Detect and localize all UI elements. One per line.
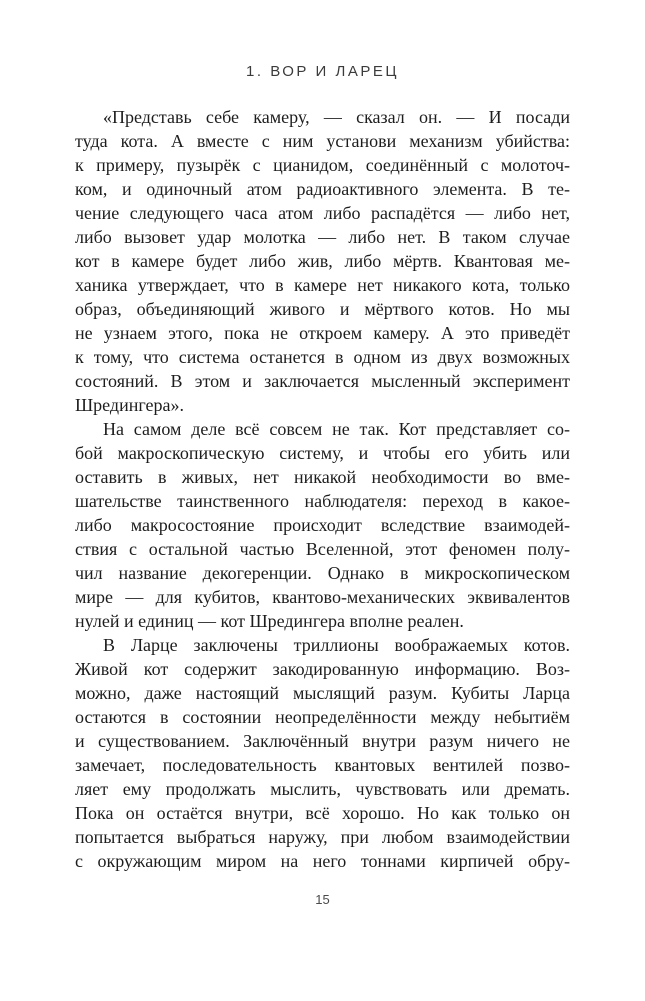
text-line: образ, объединяющий живого и мёртвого котов. Но мы <box>75 299 570 319</box>
text-line: к примеру, пузырёк с цианидом, соединённый с молоточ- <box>75 155 570 175</box>
paragraph <box>75 105 570 417</box>
text-line: ствия с остальной частью Вселенной, этот феномен полу- <box>75 539 570 559</box>
text-line: и существованием. Заключённый внутри разум ничего не <box>75 731 570 751</box>
text-line: с окружающим миром на него тоннами кирпичей обру- <box>75 851 570 871</box>
text-line: шательстве таинственного наблюдателя: переход в какое- <box>75 491 570 511</box>
text-line: чение следующего часа атом либо распадётся — либо нет, <box>75 203 570 223</box>
text-line: туда кота. А вместе с ним установи механизм убийства: <box>75 131 570 151</box>
text-line: состояний. В этом и заключается мысленный эксперимент <box>75 371 570 391</box>
text-line: Пока он остаётся внутри, всё хорошо. Но как только он <box>75 803 570 823</box>
text-line: к тому, что система останется в одном из двух возможных <box>75 347 570 367</box>
text-line: либо макросостояние происходит вследствие взаимодей- <box>75 515 570 535</box>
text-line: бой макроскопическую систему, и чтобы его убить или <box>75 443 570 463</box>
chapter-header: 1. ВОР И ЛАРЕЦ <box>246 63 399 80</box>
text-line: ляет ему продолжать мыслить, чувствовать или дремать. <box>75 779 570 799</box>
text-line: «Представь себе камеру, — сказал он. — И посади <box>103 107 570 127</box>
text-line: мире — для кубитов, квантово-механических эквивалентов <box>75 587 570 607</box>
page-number: 15 <box>315 892 330 907</box>
paragraph <box>75 417 570 633</box>
paragraph <box>75 633 570 873</box>
text-line: остаются в состоянии неопределённости между небытиём <box>75 707 570 727</box>
text-line: попытается выбраться наружу, при любом взаимодействии <box>75 827 570 847</box>
text-line: замечает, последовательность квантовых вентилей позво- <box>75 755 570 775</box>
text-line: Живой кот содержит закодированную информацию. Воз- <box>75 659 570 679</box>
page-body <box>75 105 570 873</box>
text-line: можно, даже настоящий мыслящий разум. Кубиты Ларца <box>75 683 570 703</box>
text-line: оставить в живых, нет никакой необходимости во вме- <box>75 467 570 487</box>
text-line: На самом деле всё совсем не так. Кот представляет со- <box>103 419 570 439</box>
text-line: либо вызовет удар молотка — либо нет. В таком случае <box>75 227 570 247</box>
text-line: нулей и единиц — кот Шредингера вполне реален. <box>75 611 464 631</box>
text-line: ком, и одиночный атом радиоактивного элемента. В те- <box>75 179 570 199</box>
text-line: Шредингера». <box>75 395 184 415</box>
text-line: В Ларце заключены триллионы воображаемых котов. <box>103 635 570 655</box>
text-line: ханика утверждает, что в камере нет никакого кота, только <box>75 275 570 295</box>
text-line: не узнаем этого, пока не откроем камеру. А это приведёт <box>75 323 570 343</box>
text-line: чил название декогеренции. Однако в микроскопическом <box>75 563 570 583</box>
text-line: кот в камере будет либо жив, либо мёртв. Квантовая ме- <box>75 251 570 271</box>
